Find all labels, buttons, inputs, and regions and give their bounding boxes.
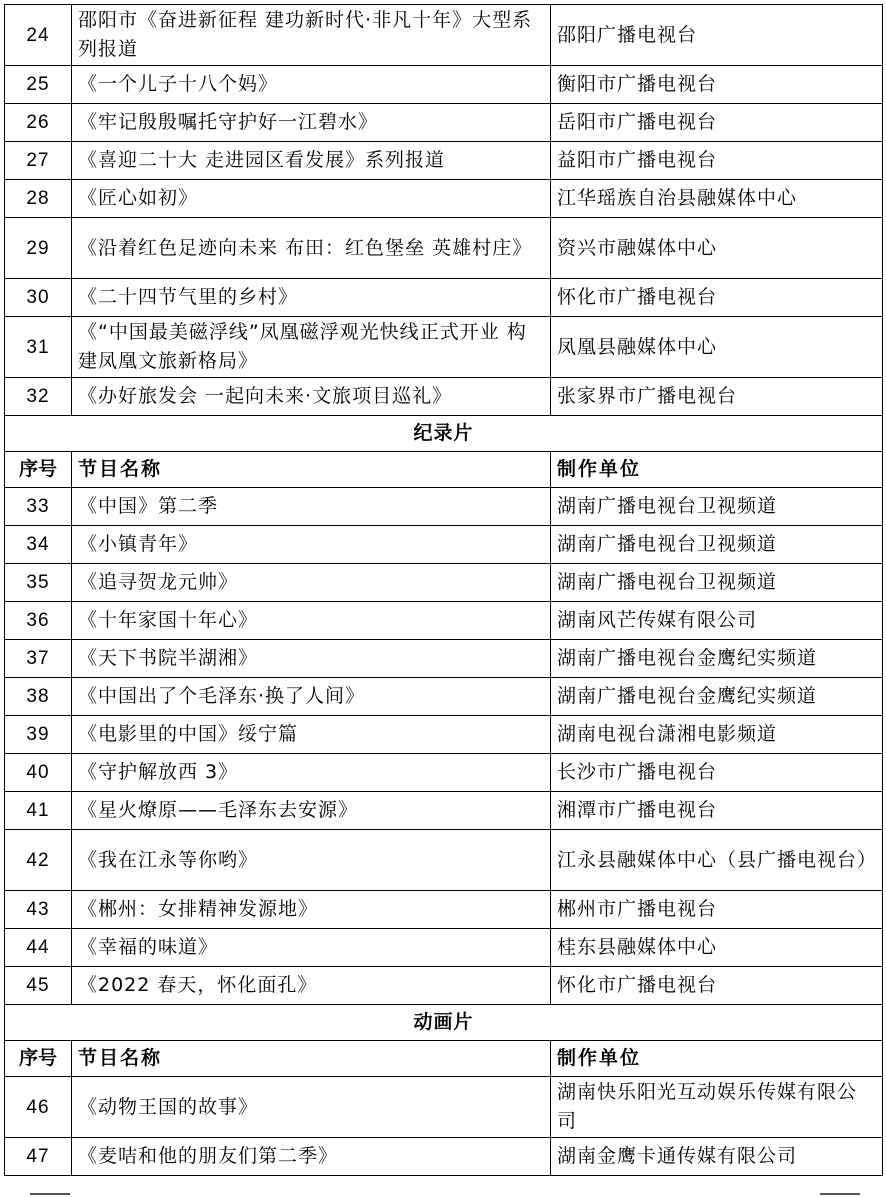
- program-name: 《星火燎原——毛泽东去安源》: [72, 792, 551, 830]
- section-title: 动画片: [5, 1005, 883, 1041]
- table-row: [5, 1138, 883, 1176]
- producer-unit: 益阳市广播电视台: [551, 142, 883, 180]
- row-number: 30: [5, 279, 72, 317]
- producer-unit: 江华瑶族自治县融媒体中心: [551, 180, 883, 218]
- program-name: 《中国出了个毛泽东·换了人间》: [72, 678, 551, 716]
- header-row-documentary: [5, 452, 883, 488]
- table-row: [5, 180, 883, 218]
- producer-unit: 湖南广播电视台卫视频道: [551, 564, 883, 602]
- program-name: 《一个儿子十八个妈》: [72, 66, 551, 104]
- program-name: 《电影里的中国》绥宁篇: [72, 716, 551, 754]
- row-number: 38: [5, 678, 72, 716]
- table-row: [5, 378, 883, 416]
- row-number: 47: [5, 1138, 72, 1176]
- producer-unit: 邵阳广播电视台: [551, 5, 883, 66]
- row-number: 36: [5, 602, 72, 640]
- row-number: 39: [5, 716, 72, 754]
- row-number: 24: [5, 5, 72, 66]
- row-number: 34: [5, 526, 72, 564]
- header-producer-unit: 制作单位: [551, 1041, 883, 1077]
- section-title: 纪录片: [5, 416, 883, 452]
- header-row-animation: [5, 1041, 883, 1077]
- table-row: [5, 66, 883, 104]
- table-row: [5, 526, 883, 564]
- table-body: [5, 5, 883, 1176]
- program-name: 《我在江永等你哟》: [72, 830, 551, 891]
- header-program-name: 节目名称: [72, 1041, 551, 1077]
- row-number: 28: [5, 180, 72, 218]
- row-number: 35: [5, 564, 72, 602]
- table-row: [5, 488, 883, 526]
- program-name: 《牢记殷殷嘱托守护好一江碧水》: [72, 104, 551, 142]
- row-number: 31: [5, 317, 72, 378]
- producer-unit: 湖南电视台潇湘电影频道: [551, 716, 883, 754]
- page-footer: [0, 1190, 886, 1197]
- header-producer-unit: 制作单位: [551, 452, 883, 488]
- program-list-table: [4, 4, 883, 1176]
- program-name: 《中国》第二季: [72, 488, 551, 526]
- program-name: 《喜迎二十大 走进园区看发展》系列报道: [72, 142, 551, 180]
- row-number: 43: [5, 891, 72, 929]
- producer-unit: 怀化市广播电视台: [551, 967, 883, 1005]
- row-number: 33: [5, 488, 72, 526]
- producer-unit: 湖南金鹰卡通传媒有限公司: [551, 1138, 883, 1176]
- header-program-name: 节目名称: [72, 452, 551, 488]
- table-row: [5, 967, 883, 1005]
- row-number: 42: [5, 830, 72, 891]
- table-row: [5, 279, 883, 317]
- program-name: 《麦咭和他的朋友们第二季》: [72, 1138, 551, 1176]
- producer-unit: 湖南风芒传媒有限公司: [551, 602, 883, 640]
- table-row: [5, 104, 883, 142]
- program-name: 《沿着红色足迹向未来 布田：红色堡垒 英雄村庄》: [72, 218, 551, 279]
- producer-unit: 湖南广播电视台金鹰纪实频道: [551, 640, 883, 678]
- program-name: 《办好旅发会 一起向未来·文旅项目巡礼》: [72, 378, 551, 416]
- table-row: [5, 142, 883, 180]
- producer-unit: 桂东县融媒体中心: [551, 929, 883, 967]
- program-name: 《小镇青年》: [72, 526, 551, 564]
- program-name: 《匠心如初》: [72, 180, 551, 218]
- table-row: [5, 929, 883, 967]
- header-number: 序号: [5, 1041, 72, 1077]
- program-name: 《2022 春天，怀化面孔》: [72, 967, 551, 1005]
- row-number: 46: [5, 1077, 72, 1138]
- table-row: [5, 218, 883, 279]
- row-number: 26: [5, 104, 72, 142]
- program-name: 《幸福的味道》: [72, 929, 551, 967]
- table-row: [5, 5, 883, 66]
- table-row: [5, 891, 883, 929]
- program-name: 《守护解放西 3》: [72, 754, 551, 792]
- table-row: [5, 754, 883, 792]
- producer-unit: 衡阳市广播电视台: [551, 66, 883, 104]
- table-row: [5, 716, 883, 754]
- table-row: [5, 564, 883, 602]
- row-number: 29: [5, 218, 72, 279]
- producer-unit: 郴州市广播电视台: [551, 891, 883, 929]
- header-number: 序号: [5, 452, 72, 488]
- section-row-animation: [5, 1005, 883, 1041]
- section-row-documentary: [5, 416, 883, 452]
- producer-unit: 怀化市广播电视台: [551, 279, 883, 317]
- footer-rule-left: [30, 1193, 70, 1195]
- row-number: 25: [5, 66, 72, 104]
- table-row: [5, 317, 883, 378]
- program-name: 《动物王国的故事》: [72, 1077, 551, 1138]
- producer-unit: 岳阳市广播电视台: [551, 104, 883, 142]
- producer-unit: 湖南广播电视台金鹰纪实频道: [551, 678, 883, 716]
- row-number: 27: [5, 142, 72, 180]
- program-name: 《二十四节气里的乡村》: [72, 279, 551, 317]
- program-name: 《十年家国十年心》: [72, 602, 551, 640]
- table-row: [5, 830, 883, 891]
- row-number: 41: [5, 792, 72, 830]
- program-name: 《“中国最美磁浮线”凤凰磁浮观光快线正式开业 构建凤凰文旅新格局》: [72, 317, 551, 378]
- program-name: 《追寻贺龙元帅》: [72, 564, 551, 602]
- producer-unit: 长沙市广播电视台: [551, 754, 883, 792]
- table-row: [5, 602, 883, 640]
- program-name: 邵阳市《奋进新征程 建功新时代·非凡十年》大型系列报道: [72, 5, 551, 66]
- producer-unit: 张家界市广播电视台: [551, 378, 883, 416]
- row-number: 45: [5, 967, 72, 1005]
- program-name: 《天下书院半湖湘》: [72, 640, 551, 678]
- table-row: [5, 1077, 883, 1138]
- producer-unit: 湖南广播电视台卫视频道: [551, 526, 883, 564]
- producer-unit: 湖南广播电视台卫视频道: [551, 488, 883, 526]
- producer-unit: 凤凰县融媒体中心: [551, 317, 883, 378]
- row-number: 40: [5, 754, 72, 792]
- table-row: [5, 792, 883, 830]
- producer-unit: 湘潭市广播电视台: [551, 792, 883, 830]
- row-number: 37: [5, 640, 72, 678]
- table-row: [5, 640, 883, 678]
- footer-rule-right: [820, 1193, 860, 1195]
- table-row: [5, 678, 883, 716]
- producer-unit: 湖南快乐阳光互动娱乐传媒有限公司: [551, 1077, 883, 1138]
- producer-unit: 资兴市融媒体中心: [551, 218, 883, 279]
- row-number: 44: [5, 929, 72, 967]
- row-number: 32: [5, 378, 72, 416]
- program-name: 《郴州：女排精神发源地》: [72, 891, 551, 929]
- producer-unit: 江永县融媒体中心（县广播电视台）: [551, 830, 883, 891]
